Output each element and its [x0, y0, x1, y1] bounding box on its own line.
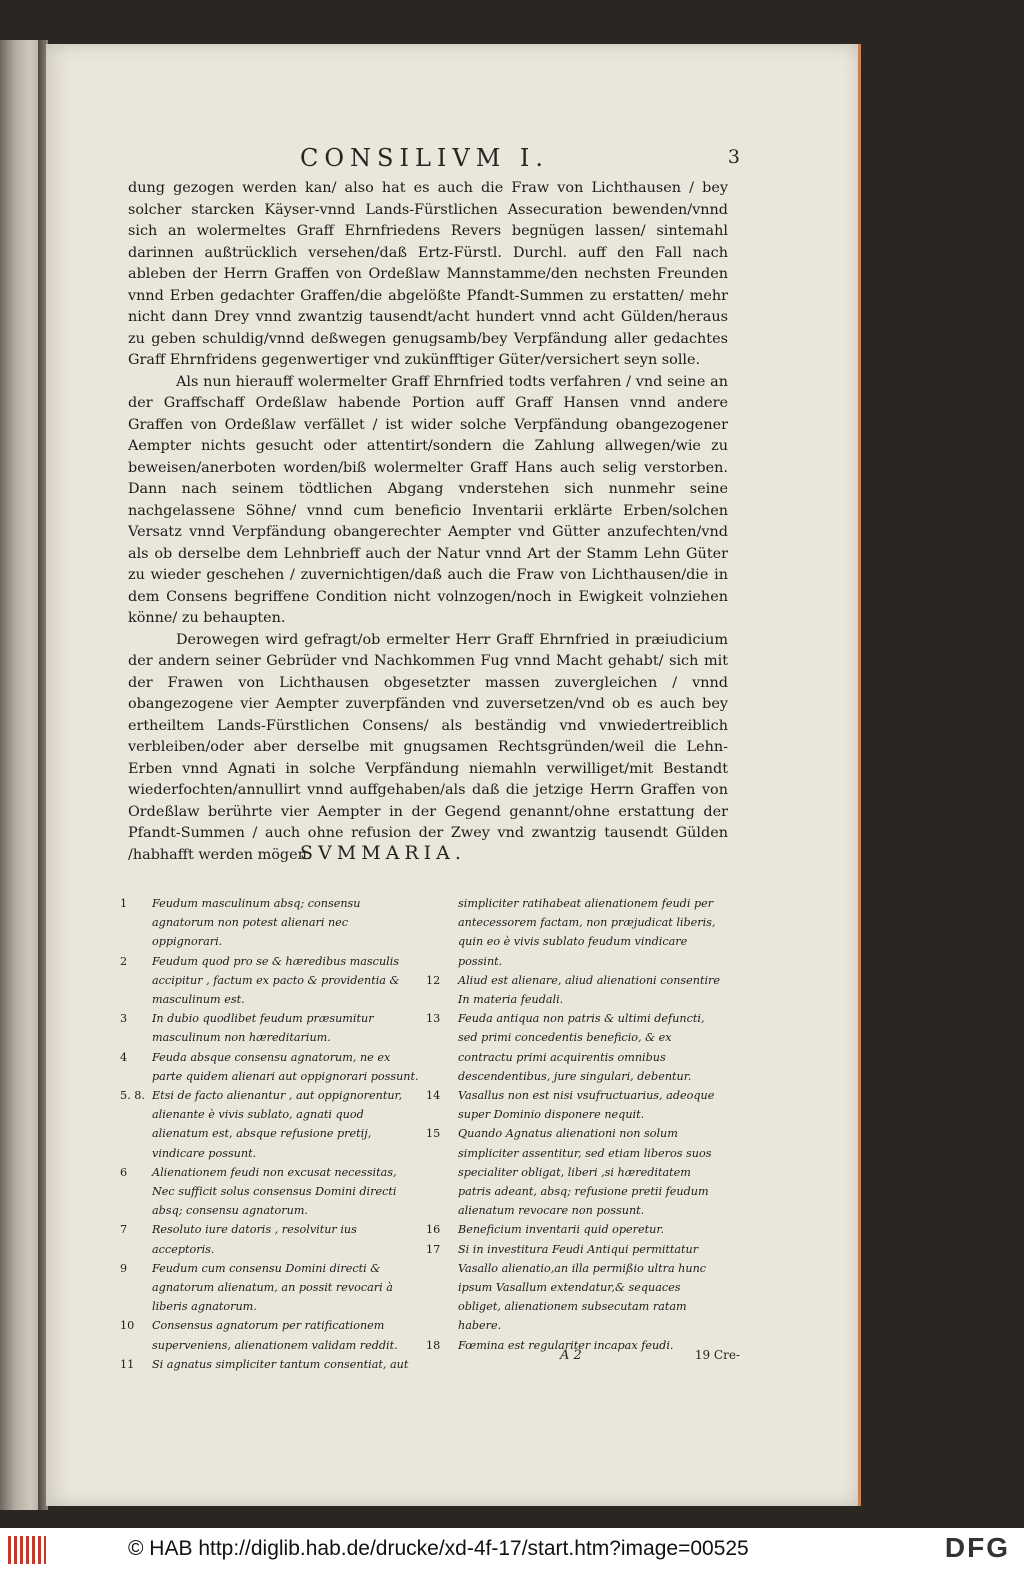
summary-entry	[120, 1163, 420, 1221]
summary-entry	[426, 1124, 726, 1220]
entry-number: 1	[120, 897, 128, 910]
entry-number: 9	[120, 1261, 128, 1275]
entry-text: In dubio quodlibet feudum præsumitur masculinum non hæreditarium.	[152, 1012, 374, 1045]
credit-link[interactable]: © HAB http://diglib.hab.de/drucke/xd-4f-17/start.htm?image=00525	[128, 1537, 749, 1560]
summary-entry	[120, 1086, 420, 1163]
summary-entry	[426, 1240, 726, 1336]
summary-entry	[120, 1048, 420, 1086]
summary-entry	[120, 1009, 420, 1047]
entry-number: 7	[120, 1223, 128, 1237]
facing-page-edge	[0, 40, 38, 1510]
entry-number: 5. 8.	[120, 1089, 145, 1103]
summary-entry	[426, 971, 726, 1009]
entry-number: 15	[426, 1127, 441, 1141]
summary-entry	[120, 1355, 420, 1374]
entry-text: Resoluto iure datoris , resolvitur ius acceptoris.	[152, 1223, 357, 1256]
entry-text: Si agnatus simpliciter tantum consentiat, aut	[152, 1357, 409, 1371]
page-footer	[560, 1348, 740, 1368]
entry-number: 18	[426, 1338, 441, 1352]
paragraph: Derowegen wird gefragt/ob ermelter Herr Graff Ehrnfried in præiudicium der andern seiner Gebrüder vnd Nachkommen Fug vnnd Macht gehabt/ sich mit der Frawen von Lichthausen obgesetzter massen zuvergleichen / vnnd obangezogene vier Aempter zuverpfänden vnd zuversetzen/vnd ob es auch bey ertheiltem Lands-Fürstlichen Consens/ als beständig vnd vnwiedertreiblich verbleiben/oder aber derselbe mit gnugsamen Rechtsgründen/weil die Lehn-Erben vnnd Agnati in solche Verpfändung niemahln verwilliget/mit Bestandt wiederfochten/annullirt vnnd auffgehaben/als daß die jetzige Herrn Graffen von Ordeßlaw berührte vier Aempter in der Gegend genannt/ohne erstattung der Pfandt-Summen / auch ohne refusion der Zwey vnd zwantzig tausendt Gülden /habhafft werden mögen.	[128, 631, 728, 863]
entry-text: Fœmina est regulariter incapax feudi.	[458, 1338, 674, 1352]
entry-number: 3	[120, 1012, 128, 1026]
entry-text: Quando Agnatus alienationi non solum simpliciter assentitur, sed etiam liberos suos specialiter obligat, liberi ,si hæreditatem patris adeant, absq; refusione pretii feudum alienatum revocare non possunt.	[458, 1127, 712, 1218]
entry-text: Feuda absque consensu agnatorum, ne ex parte quidem alienari aut oppignorari possunt.	[152, 1050, 419, 1083]
entry-text: Feudum masculinum absq; consensu agnatorum non potest alienari nec oppignorari.	[152, 897, 361, 949]
summaria-right-column	[426, 894, 726, 1355]
summary-entry	[426, 1009, 726, 1086]
entry-text: Si in investitura Feudi Antiqui permittatur Vasallo alienatio,an illa permißio ultra hunc ipsum Vasallum extendatur,& sequaces obliget, alienationem subsecutam ratam habere.	[458, 1242, 707, 1333]
entry-text: Consensus agnatorum per ratificationem superveniens, alienationem validam reddit.	[152, 1319, 398, 1352]
entry-text: Alienationem feudi non excusat necessitas, Nec sufficit solus consensus Domini directi absq; consensu agnatorum.	[152, 1165, 397, 1218]
summary-entry	[120, 1259, 420, 1317]
summary-entry	[120, 894, 420, 952]
entry-text: Etsi de facto alienantur , aut oppignorentur, alienante è vivis sublato, agnati quod alienatum est, absque refusione pretij, vindicare possunt.	[152, 1089, 403, 1160]
entry-number: 6	[120, 1165, 128, 1179]
signature-mark: A 2	[560, 1348, 582, 1363]
entry-number: 4	[120, 1050, 128, 1064]
summary-entry	[120, 1220, 420, 1258]
body-text	[128, 178, 728, 866]
paragraph: dung gezogen werden kan/ also hat es auch die Fraw von Lichthausen / bey solcher starcken Käyser-vnnd Lands-Fürstlichen Assecuration bewenden/vnnd sich an wolermeltes Graff Ehrnfriedens Revers begnügen lassen/ sintemahl darinnen außtrücklich versehen/daß Ertz-Fürstl. Durchl. auff den Fall nach ableben der Herrn Graffen von Ordeßlaw Mannstamme/den nechsten Freunden vnnd Erben gedachter Graffen/die abgelößte Pfandt-Summen zu erstatten/ mehr nicht dann Drey vnnd zwantzig tausendt/acht hundert vnnd acht Gülden/heraus zu geben schuldig/vnnd deßwegen genugsamb/bey Verpfändung aller gedachtes Graff Ehrnfridens gegenwertiger vnd zukünfftiger Güter/versichert seyn solle.	[128, 180, 728, 368]
summaria-left-column	[120, 894, 420, 1374]
summaria-heading: SVMMARIA.	[300, 842, 466, 864]
entry-number: 16	[426, 1223, 441, 1237]
catchword: 19 Cre-	[694, 1348, 740, 1362]
page-number: 3	[727, 146, 740, 168]
entry-number: 2	[120, 954, 128, 968]
paragraph: Als nun hierauff wolermelter Graff Ehrnfried todts verfahren / vnd seine an der Graffschaff Ordeßlaw habende Portion auff Graff Hansen vnnd andere Graffen von Ordeßlaw verfället / ist wider solche Verpfändung obangezogener Aempter nichts gesucht oder attentirt/sondern die Zahlung allwegen/wie zu beweisen/anerboten worden/biß wolermelter Graff Hans auch selig verstorben. Dann nach seinem tödtlichen Abgang vnderstehen sich nunmehr seine nachgelassene Söhne/ vnnd cum beneficio Inventarii erklärte Erben/solchen Versatz vnnd Verpfändung obangerechter Aempter vnd Gütter anzufechten/vnd als ob derselbe dem Lehnbrieff auch der Natur vnnd Art der Stamm Lehn Güter zu wieder geschehen / zuvernichtigen/daß auch die Fraw von Lichthausen/die in dem Consens begriffene Condition nicht volnzogen/noch in Ewigkeit volnziehen könne/ zu behaupten.	[128, 373, 728, 626]
entry-text: Aliud est alienare, aliud alienationi consentire In materia feudali.	[458, 973, 721, 1007]
running-title: CONSILIVM I.	[300, 144, 550, 172]
summary-entry	[426, 1086, 726, 1124]
summary-entry	[120, 1316, 420, 1354]
entry-text: simpliciter ratihabeat alienationem feudi per antecessorem factam, non præjudicat liberis, quin eo è vivis sublato feudum vindicare possint.	[458, 897, 716, 968]
entry-text: Feuda antiqua non patris & ultimi defuncti, sed primi concedentis beneficio, & ex contractu primi acquirentis omnibus descendentibus, jure singulari, debentur.	[458, 1012, 705, 1083]
summary-entry	[426, 894, 726, 971]
entry-text: Feudum cum consensu Domini directi & agnatorum alienatum, an possit revocari à liberis agnatorum.	[152, 1261, 393, 1314]
summary-entry	[120, 952, 420, 1010]
entry-number: 11	[120, 1357, 135, 1371]
entry-number: 10	[120, 1319, 135, 1333]
entry-number: 17	[426, 1242, 441, 1256]
entry-text: Vasallus non est nisi vsufructuarius, adeoque super Dominio disponere nequit.	[458, 1089, 715, 1122]
summary-entry	[426, 1220, 726, 1239]
running-head	[300, 144, 740, 174]
barcode-icon	[8, 1536, 46, 1564]
entry-number: 14	[426, 1089, 441, 1103]
entry-text: Feudum quod pro se & hæredibus masculis accipitur , factum ex pacto & providentia & masculinum est.	[152, 954, 400, 1007]
entry-number: 13	[426, 1012, 441, 1026]
entry-text: Beneficium inventarii quid operetur.	[458, 1223, 665, 1237]
dfg-logo: DFG	[944, 1532, 1010, 1563]
credit-bar	[0, 1528, 1024, 1572]
entry-number: 12	[426, 973, 441, 987]
